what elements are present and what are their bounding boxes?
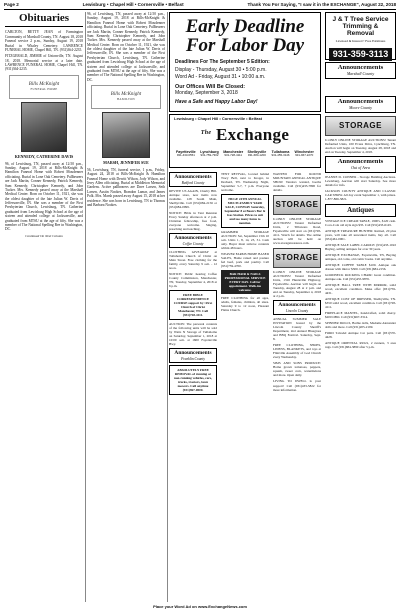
classified-column-4 xyxy=(325,96,396,602)
storage-image-2: STORAGE xyxy=(273,248,321,268)
antiques-header: Antiques xyxy=(325,204,396,217)
deadline-headline: Early Deadline For Labor Day xyxy=(185,16,305,56)
obituary-name-kennedy: KENNEDY, CATHERINE DAVIS xyxy=(14,153,74,159)
classified-ad: FIREPLACE MANTEL, handcrafted, solid cherry. $200 OBO. Call (931)967-3314. xyxy=(325,310,396,319)
classified-column-2 xyxy=(221,172,269,602)
paper-towns: Lewisburg • Chapel Hill • Cornersville • Belfast xyxy=(82,2,184,8)
announcements-header xyxy=(325,62,396,79)
classified-ad: NOTICE: Bible in Tent Reunion Every Sunday afternoon at 2 p.m. Christian fellowship, free food, everyone welcome. Singing, preaching and teaching. xyxy=(169,211,217,232)
classified-ad: JEANNE D. CONNER - Storage Building Auctions. Lewisburg, Auction will start Saturday. See more details for info. xyxy=(325,174,396,187)
classified-ad: JACKSON COUNTY ANTIQUE AND CLASSIC CAR SHOW. All day event September 1, with prizes. 1-877-866-5821. xyxy=(325,188,396,201)
classified-ad: VINTAGE ICE CREAM TABLE, 1900's, $120 cash. Coca-Cola old style sign $35. Call (931)433-6145. xyxy=(325,218,396,227)
announcements-sub: Marshall County xyxy=(346,71,375,77)
page-footer: Place your Word Ad on www.ExchangeNews.com xyxy=(153,604,247,609)
classified-ad: NOTICE: Public hearing Coffee County Commission, Manchester, TN, Tuesday, September 4, 2018 at 6 p.m. xyxy=(169,272,217,289)
announcements-title: Announcements xyxy=(337,64,384,71)
classified-ad: ANTIQUE TREASURE HUNTER: Retired, 20 plus years, will take all unwanted items, buy all. Call (931)461-0001. xyxy=(325,228,396,241)
tree-title: J & T Tree Service Trimming & Removal xyxy=(332,16,389,38)
logo-sub: FUNERAL HOME xyxy=(30,87,58,91)
bible-course-ad: FREE BIBLE CORRESPONDENCE COURSE support by: First Church of Christ Manchester, TN. Call (931)728-4111. xyxy=(169,290,217,320)
outofarea-header: Announcements Out of Area xyxy=(325,156,396,173)
town: Tullahoma 931-455-3146 xyxy=(271,149,290,157)
obituary-kennedy-continued: 96, of Lewisburg, TN, passed away at 12:50 p.m., Sunday, August 19, 2018 at Bills-McKnight & Hamilton Funeral Home with Robert Moudenner officiating. Burial in Lone Oak Cemetery. Pallbearers are Jack Martin, Conner Kennedy, Patrick Kennedy, Sam Kennedy, Christopher Kennedy, and John Tucker. Mrs. Kennedy passed away at the Marshall Medical Center. Born on October 11, 1921, she was the oldest daughter of the late Julian W. Davis of Jeffersonville, IN. She was a member of the First Presbyterian Church, Lewisburg, TN. Catherine graduated from Lewisburg High School at the age of sixteen and attended college at Jacksonville, and graduated from MTSU at the age of fifty. She was a member of The National Spelling Bee in Washington, DC. xyxy=(87,12,165,82)
page-number: Page 2 xyxy=(4,2,19,8)
town: Shelbyville 931-684-1200 xyxy=(247,149,267,157)
obituaries-title: Obituaries xyxy=(5,12,83,27)
obituary-marsh: 56, Lewisburg, TN, funeral service, 1 p.m., Friday, August 24, 2018 at Bills-McKnight & Hamilton Funeral Home with Dewitt Wilson, Jody Wilson, and Jerry Allen officiating. Burial at Middleton Memorial Gardens. Active pallbearers are Dave Larsen, Seth Larsen, Austin Nookes, Brandon Lamar, and James Polk. Mrs. Marsh passed away August 15, 2018 at her residence. She was born in Lewisburg, TN to Thomas and Barbara Nookes. xyxy=(87,167,165,207)
classified-column-3 xyxy=(273,172,321,602)
exchange-tagline: Lewisburg • Chapel Hill • Cornersville • Belfast xyxy=(174,116,262,121)
franklin-header: Announcements Franklin County xyxy=(169,348,217,363)
town: Lynchburg 931-759-7302 xyxy=(200,149,219,157)
classified-ad: AUCTION: The personal contents of the following units will be sold by Watts N Storage of Tullahoma on Saturday, September 1, 2018 at 10:00 a.m. at 1600 Fayetteville Hwy. xyxy=(169,322,217,347)
early-deadline-ad xyxy=(169,12,321,112)
classified-ad: ANNUAL SUMMER SALE INVITATION hosted by the Lincoln County Sheriff's Department, 2nd Annual Bluegrass and BBQ Festival. Saturday, Sept. 8. xyxy=(273,317,321,342)
moore-header: Announcements Moore County xyxy=(325,96,396,113)
funeral-home-logo xyxy=(9,75,79,99)
tree-service-ad xyxy=(325,12,396,60)
hair-nails-ad: BAR HAIR & NAILS PROFESSIONAL SERVICE EVERY DAY. Call for appointment. Walk-ins welcome. xyxy=(221,270,269,294)
obituaries-column-2 xyxy=(87,12,165,602)
deadline-day: Monday, September 3, 2018 xyxy=(175,90,238,97)
town: Fayetteville 931-433-6551 xyxy=(176,149,196,157)
obituary-fitzgerald: FITZGERALD, JIMMIE of Unionville, TN. August 18, 2018. Memorial service at a later date. LAWRENCE FUNERAL HOME, Chapel Hill, TN. (931)364-2235. xyxy=(5,54,83,72)
deadline-line2: Display - Thursday, August 30 • 5:00 p.m. xyxy=(175,66,267,73)
yard-sale-ad: HUGE 24TH ANNUAL MULTI-FAMILY YARD SALE, CONWAY Saturday, September 8 at Bean's Bar & Gas Station. Prices to suit and too many items to mention. xyxy=(221,194,269,228)
deadline-safe: Have a Safe and Happy Labor Day! xyxy=(175,99,258,106)
classified-ad: REVIVE US AGAIN, Charity Hill. Antique store, new items now available. 128 South Main, Shelbyville. Call (931)684-2156 or (931)684-0999. xyxy=(169,188,217,210)
logo-name: Bills McKnight xyxy=(28,81,60,87)
tree-phone: 931-359-3113 xyxy=(329,48,392,61)
removal-ad: ABSOLUTELY FREE REMOVAL of running or non-running vehicles, cars, trucks, tractors, lawn mowers. Call anytime (931)967-0000. xyxy=(169,365,217,395)
header-thanks: Thank You For Saying, "I saw it in the EXCHANGE", August 22, 2018 xyxy=(247,2,396,8)
exchange-towns xyxy=(174,150,316,158)
classified-ad: GRAMMER STORAGE AUCTION: Sat, September 15th 10 a.m. Units 1, 8, 14, 23, 31. Cash only. Buyer must remove contents within 48 hours. xyxy=(221,230,269,251)
obituary-photo-marsh xyxy=(102,112,150,158)
column-rule xyxy=(167,12,168,602)
classified-ad: GOODNECK ROCKING CHAIR: Great condition. Antique oak. Call (931)455-9876. xyxy=(325,272,396,281)
classified-ad: CLOTHING GIVEAWAY at Tullahoma Church of Christ on Main Street. Free clothing for the family, every Saturday 9 a.m. - 12 noon. xyxy=(169,250,217,271)
bedford-header: Announcements Bedford County xyxy=(169,172,217,187)
obituaries-column-1 xyxy=(5,12,83,602)
funeral-home-logo-2 xyxy=(91,85,161,109)
classified-ad: SIMS AND SONS PRODUCE: Home grown tomatoes, peppers, squash, sweet corn, watermelons and more. Open daily. xyxy=(273,361,321,378)
tree-sub: Licensed & Insured • Free Estimates xyxy=(335,39,386,44)
classified-ad: FREE CLOTHING, SHOES, LINENS, BLANKETS, and toys at Flintville Assembly of God Church every Wednesday. xyxy=(273,343,321,360)
exchange-masthead xyxy=(169,114,321,168)
classifieds-grid xyxy=(169,172,321,602)
logo-sub: HAMILTON xyxy=(116,97,136,102)
classified-ad: U-ONLY ONLINE STORAGE AUCTIONS! Tenant Defaulted Units, 1316 Huntsville Highway, Fayetteville. Auction will begin on Tuesday, August 28 at 2 p.m. and end on Tuesday, September 4, 2018 at 2 p.m. xyxy=(273,270,321,299)
classified-ad: ANTIQUE SALE LABEL CAROLE: (931)433-1022 Buying, selling antiques for over 30 years. xyxy=(325,242,396,251)
classified-ad: TENT REVIVAL, located behind Tracy Bell, next to Kroger, in Decherd, TN. Wednesday Night, September 5-7, 7 p.m. Everyone welcome. xyxy=(221,172,269,193)
classified-ad: ANTIQUE COST OF DRESSER, Shelbyville, TN. $350 solid wood, excellent condition. Call (931)728-4111. xyxy=(325,296,396,309)
announcements-marshall xyxy=(325,62,396,81)
deadline-office: Our Offices Will Be Closed: xyxy=(175,83,246,90)
town: Manchester 931-728-4111 xyxy=(223,149,244,157)
classified-ad: WEAVER FARMS HOME BASED SALES, Home raised and pasture fed beef, pork and poultry. Call (931)759-4700. xyxy=(221,252,269,269)
classified-ad: LIVING TO DWELL is your support! Call (931)433-5822 for more information. xyxy=(273,379,321,392)
exchange-title: Exchange xyxy=(215,124,290,144)
obituary-name-marsh: MARSH, JENNIFER SUE xyxy=(103,160,149,165)
continued-note: Continued On Next Column xyxy=(25,233,63,238)
classifieds-section xyxy=(169,12,396,602)
classified-ad: FREE CLOTHING for all ages, adults, females, children, all sizes. Saturday 9 to 12 noon, Pleasant Plains Church. xyxy=(221,296,269,313)
logo-name: Bills McKnight xyxy=(110,92,142,98)
town: Winchester 931-967-2270 xyxy=(294,149,314,157)
classified-ad: WANTED FOR ROUND MOUNTAIN ANNUAL ANTIQUE SHOW. Vendors wanted, booths available. Call (931)433-7890 for details. xyxy=(273,172,321,193)
classified-ad: U-ONLY ONLINE STORAGE AUCTIONS! Tenant Defaulted Units, 100 Evans Drive, Lynchburg, TN. Auction will begin on Tuesday, August 28, 2018 and end on Tuesday, September 4, 2018. xyxy=(325,137,396,154)
classified-ad: ANTIQUE COFFEE TABLE $100. Antique oak dresser with mirror $300. Call (931)684-2156. xyxy=(325,262,396,271)
classified-ad: SPINNER DOLLS, Barbie dolls, Madame Alexander dolls and more. Call (931)205-2199. xyxy=(325,320,396,329)
obituary-kennedy: 96, of Lewisburg, TN, passed away at 12:50 p.m., Sunday, August 19, 2018 at Bills-McKnight & Hamilton Funeral Home with Robert Moudenner officiating. Burial in Lone Oak Cemetery. Pallbearers are Jack Martin, Conner Kennedy, Patrick Kennedy, Sam Kennedy, Christopher Kennedy, and John Tucker. Mrs. Kennedy passed away at the Marshall Medical Center. Born on October 11, 1921, she was the oldest daughter of the late Julian W. Davis of Jeffersonville, IN. She was a member of the First Presbyterian Church, Lewisburg, TN. Catherine graduated from Lewisburg High School at the age of sixteen and attended college at Jacksonville, and graduated from MTSU at the age of fifty. She was a member of The National Spelling Bee in Washington, DC. xyxy=(5,161,83,232)
page-header xyxy=(4,2,396,10)
exchange-the: The xyxy=(200,129,212,136)
deadline-line3: Word Ad - Friday, August 31 • 10:00 a.m. xyxy=(175,74,266,80)
deadline-line1: Deadlines For The September 5 Edition: xyxy=(175,59,270,65)
column-rule xyxy=(85,12,86,602)
obituary-carlton: CARLTON, BETTY JEAN of Farmington Community of Marshall County, TN. August 18, 2018 Funeral service 2 p.m., Sunday, August 19, 2018 Burial in Whaley Cemetery. LAWRENCE FUNERAL HOME, Chapel Hill, TN. (931)364-2235. xyxy=(5,30,83,52)
lincoln-header: Announcements Lincoln County xyxy=(273,300,321,315)
storage-image: STORAGE xyxy=(273,195,321,215)
obituary-photo-kennedy xyxy=(21,102,67,152)
coffee-header: Announcements Coffee County xyxy=(169,233,217,248)
classified-ad: ANTIQUE ORIENTAL RUGS, 2 runners, 3 area rugs. Call (931)684-3890 after 5 p.m. xyxy=(325,340,396,349)
exchange-name xyxy=(174,125,316,146)
classified-column-1 xyxy=(169,172,217,602)
classified-ad: ANTIQUE HALL TREE WITH MIRROR, solid wood, excellent condition. Make offer (931)759-4431. xyxy=(325,282,396,295)
classified-ad: U-ONLY ONLINE STORAGE AUCTIONS! Tenant Defaulted Units, 2 Tillotsons Road, Fayetteville will start on (931)728-4111. Watch for details. The online auction will be held on www.storagetreasures.com. xyxy=(273,217,321,246)
classified-ad: FORD T-model Antique Car parts. Call (931)570-4428. xyxy=(325,330,396,339)
storage-image-3: STORAGE xyxy=(325,116,396,136)
classified-ad: ANTIQUE EXCHANGE, Fayetteville, TN, Buying antiques, old coins, old comic books. Call anytime. xyxy=(325,252,396,261)
